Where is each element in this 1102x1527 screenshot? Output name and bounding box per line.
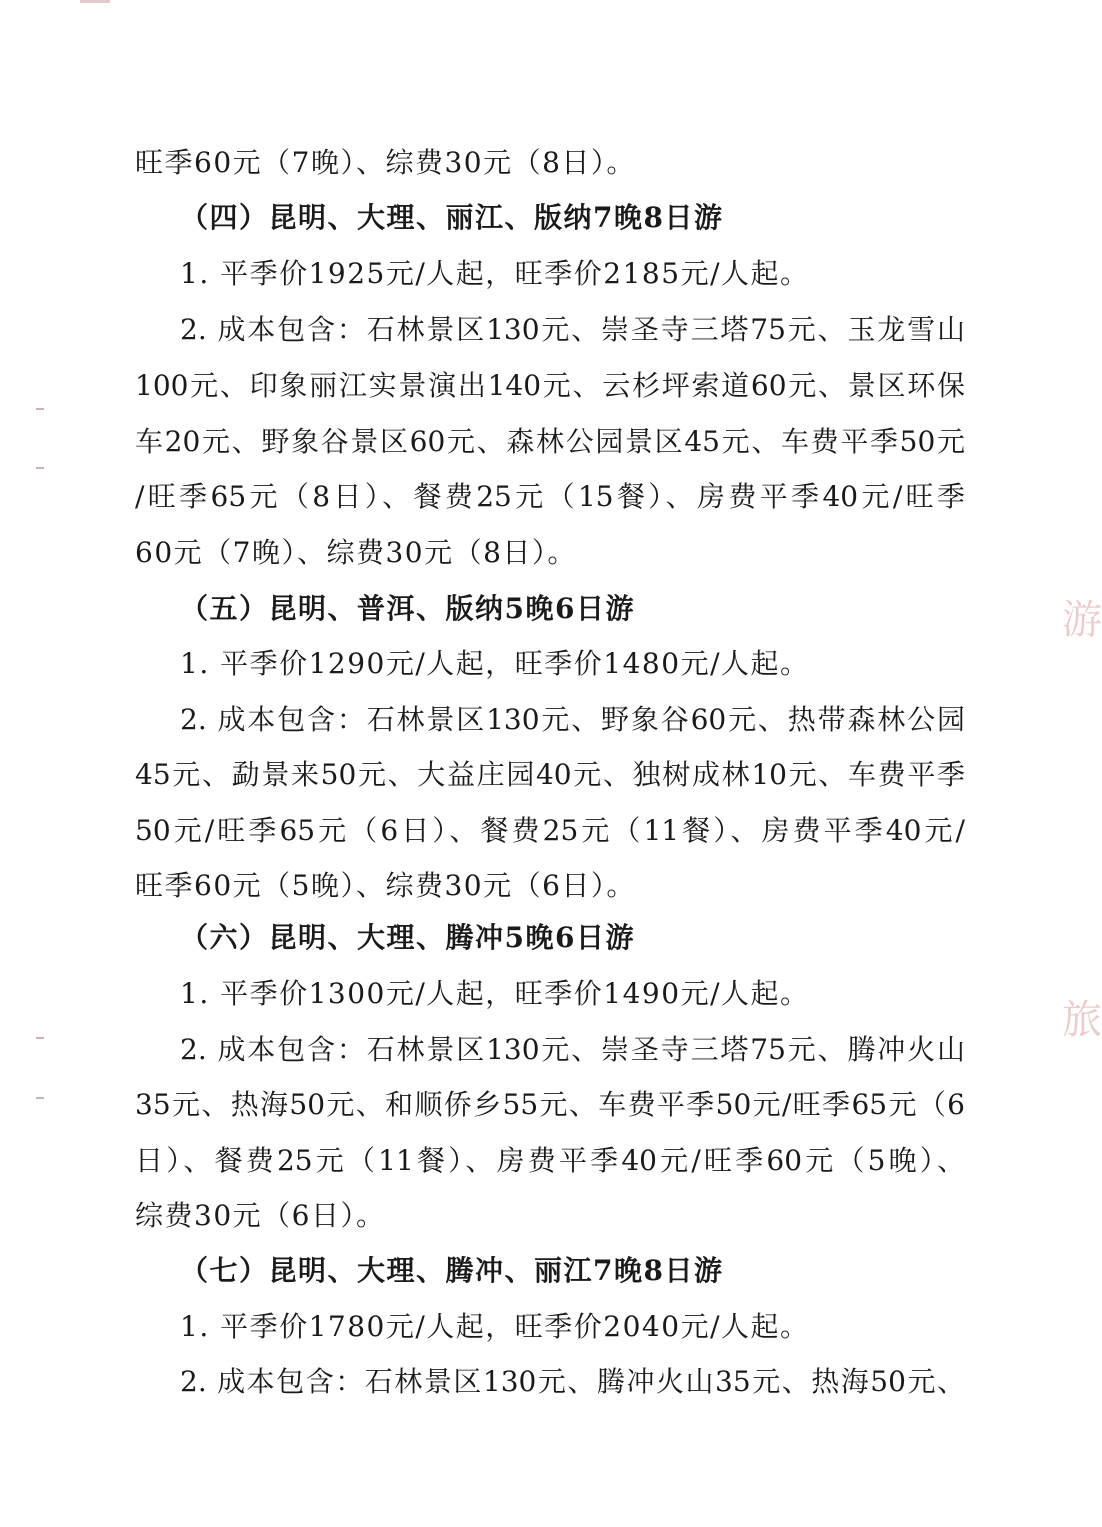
section-heading: （五）昆明、普洱、版纳5晚6日游 (180, 592, 635, 625)
text-line: 车20元、野象谷景区60元、森林公园景区45元、车费平季50元 (135, 425, 965, 458)
stamp-fragment-icon: 旅 (1062, 997, 1102, 1043)
text-line: 日）、餐费25元（11餐）、房费平季40元/旺季60元（5晚）、 (135, 1144, 965, 1177)
text-line: 60元（7晚）、综费30元（8日）。 (135, 536, 577, 569)
scan-mark (80, 0, 110, 3)
text-line: 50元/旺季65元（6日）、餐费25元（11餐）、房费平季40元/ (135, 814, 965, 847)
text-line: 45元、勐景来50元、大益庄园40元、独树成林10元、车费平季 (135, 758, 965, 791)
text-line: 旺季60元（7晚）、综费30元（8日）。 (135, 146, 636, 179)
price-line: 1. 平季价1290元/人起，旺季价1480元/人起。 (180, 647, 810, 680)
text-line: 35元、热海50元、和顺侨乡55元、车费平季50元/旺季65元（6 (135, 1088, 965, 1121)
cost-line: 2. 成本包含：石林景区130元、腾冲火山35元、热海50元、 (180, 1365, 965, 1398)
text-line: 100元、印象丽江实景演出140元、云杉坪索道60元、景区环保 (135, 369, 965, 402)
cost-line: 2. 成本包含：石林景区130元、野象谷60元、热带森林公园 (180, 703, 965, 736)
section-heading: （七）昆明、大理、腾冲、丽江7晚8日游 (180, 1254, 724, 1287)
section-heading: （四）昆明、大理、丽江、版纳7晚8日游 (180, 201, 724, 234)
scan-mark (36, 408, 44, 410)
text-line: 综费30元（6日）。 (135, 1199, 386, 1232)
scan-mark (36, 467, 44, 469)
text-line: 旺季60元（5晚）、综费30元（6日）。 (135, 869, 636, 902)
text-line: /旺季65元（8日）、餐费25元（15餐）、房费平季40元/旺季 (135, 480, 965, 513)
price-line: 1. 平季价1780元/人起，旺季价2040元/人起。 (180, 1310, 810, 1343)
cost-line: 2. 成本包含：石林景区130元、崇圣寺三塔75元、腾冲火山 (180, 1033, 965, 1066)
scan-mark (36, 1097, 44, 1099)
price-line: 1. 平季价1925元/人起，旺季价2185元/人起。 (180, 257, 810, 290)
price-line: 1. 平季价1300元/人起，旺季价1490元/人起。 (180, 977, 810, 1010)
stamp-fragment-icon: 游 (1062, 597, 1102, 643)
scan-mark (36, 1037, 44, 1039)
section-heading: （六）昆明、大理、腾冲5晚6日游 (180, 921, 635, 954)
cost-line: 2. 成本包含：石林景区130元、崇圣寺三塔75元、玉龙雪山 (180, 313, 965, 346)
